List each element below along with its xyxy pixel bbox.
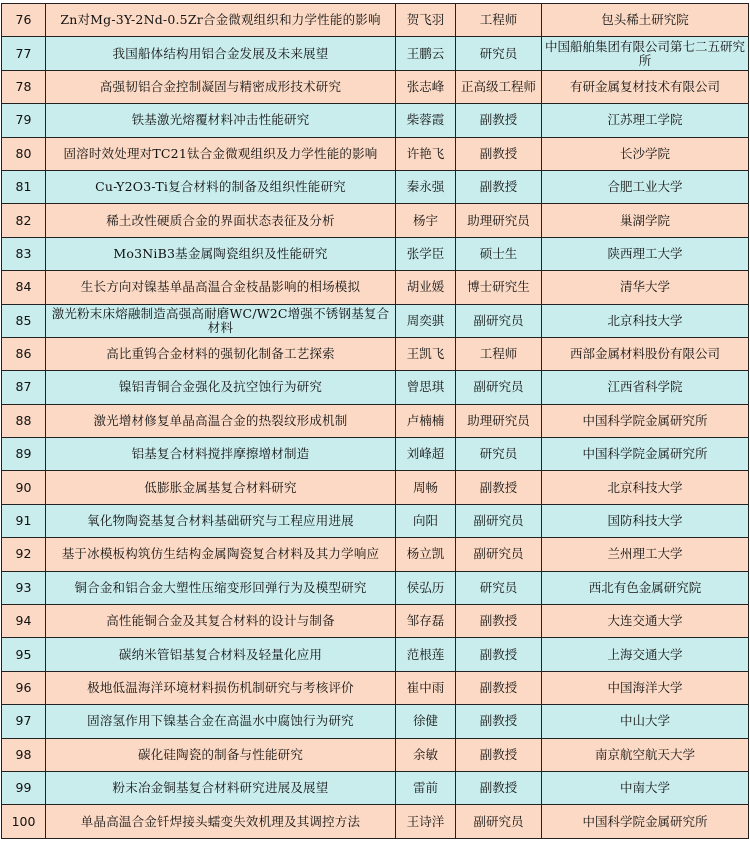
row-number: 87 <box>2 371 46 404</box>
table-row <box>2 70 749 103</box>
table-row <box>2 471 749 504</box>
row-number: 93 <box>2 571 46 604</box>
speaker-name: 王诗洋 <box>396 805 456 838</box>
speaker-organization: 南京航空航天大学 <box>542 738 749 771</box>
speaker-organization: 江苏理工学院 <box>542 104 749 137</box>
speaker-name: 杨宇 <box>396 204 456 237</box>
row-number: 92 <box>2 538 46 571</box>
table-row <box>2 37 749 70</box>
report-title: 基于冰模板构筑仿生结构金属陶瓷复合材料及其力学响应 <box>46 538 396 571</box>
report-title: 铝基复合材料搅拌摩擦增材制造 <box>46 438 396 471</box>
speaker-organization: 兰州理工大学 <box>542 538 749 571</box>
speaker-name: 周奕骐 <box>396 304 456 337</box>
speaker-position: 工程师 <box>456 337 542 370</box>
speaker-name: 余敏 <box>396 738 456 771</box>
speaker-organization: 中国科学院金属研究所 <box>542 404 749 437</box>
report-title: Cu-Y2O3-Ti复合材料的制备及组织性能研究 <box>46 170 396 203</box>
table-row <box>2 304 749 337</box>
row-number: 82 <box>2 204 46 237</box>
row-number: 84 <box>2 271 46 304</box>
speaker-name: 曾思琪 <box>396 371 456 404</box>
speaker-name: 卢楠楠 <box>396 404 456 437</box>
table-row <box>2 638 749 671</box>
speaker-organization: 中国科学院金属研究所 <box>542 805 749 838</box>
table-row <box>2 504 749 537</box>
speaker-organization: 巢湖学院 <box>542 204 749 237</box>
speaker-position: 副研究员 <box>456 304 542 337</box>
table-row <box>2 805 749 838</box>
speaker-position: 副教授 <box>456 471 542 504</box>
speaker-organization: 中国科学院金属研究所 <box>542 438 749 471</box>
speaker-position: 正高级工程师 <box>456 70 542 103</box>
report-title: 生长方向对镍基单晶高温合金枝晶影响的相场模拟 <box>46 271 396 304</box>
speaker-name: 贺飞羽 <box>396 4 456 37</box>
speaker-organization: 中山大学 <box>542 705 749 738</box>
speaker-organization: 大连交通大学 <box>542 605 749 638</box>
report-title: 稀土改性硬质合金的界面状态表征及分析 <box>46 204 396 237</box>
report-title: 高强韧铝合金控制凝固与精密成形技术研究 <box>46 70 396 103</box>
table-row <box>2 538 749 571</box>
row-number: 94 <box>2 605 46 638</box>
speaker-organization: 合肥工业大学 <box>542 170 749 203</box>
speaker-position: 助理研究员 <box>456 404 542 437</box>
speaker-position: 助理研究员 <box>456 204 542 237</box>
speaker-organization: 江西省科学院 <box>542 371 749 404</box>
speaker-name: 向阳 <box>396 504 456 537</box>
report-table <box>1 3 749 839</box>
speaker-position: 副研究员 <box>456 805 542 838</box>
speaker-name: 张学臣 <box>396 237 456 270</box>
report-title: 铜合金和铝合金大塑性压缩变形回弹行为及模型研究 <box>46 571 396 604</box>
table-row <box>2 671 749 704</box>
speaker-position: 副教授 <box>456 705 542 738</box>
speaker-name: 许艳飞 <box>396 137 456 170</box>
report-title: Zn对Mg-3Y-2Nd-0.5Zr合金微观组织和力学性能的影响 <box>46 4 396 37</box>
speaker-position: 副教授 <box>456 771 542 804</box>
speaker-position: 副研究员 <box>456 371 542 404</box>
row-number: 89 <box>2 438 46 471</box>
speaker-organization: 清华大学 <box>542 271 749 304</box>
speaker-position: 副教授 <box>456 638 542 671</box>
table-row <box>2 771 749 804</box>
speaker-name: 邹存磊 <box>396 605 456 638</box>
speaker-position: 硕士生 <box>456 237 542 270</box>
speaker-name: 杨立凯 <box>396 538 456 571</box>
speaker-name: 侯弘历 <box>396 571 456 604</box>
table-row <box>2 571 749 604</box>
row-number: 81 <box>2 170 46 203</box>
speaker-organization: 陕西理工大学 <box>542 237 749 270</box>
report-title: 激光粉末床熔融制造高强高耐磨WC/W2C增强不锈钢基复合材料 <box>46 304 396 337</box>
report-title: 镍铝青铜合金强化及抗空蚀行为研究 <box>46 371 396 404</box>
speaker-organization: 中国海洋大学 <box>542 671 749 704</box>
report-title: 氧化物陶瓷基复合材料基础研究与工程应用进展 <box>46 504 396 537</box>
report-title: 低膨胀金属基复合材料研究 <box>46 471 396 504</box>
table-row <box>2 605 749 638</box>
speaker-organization: 西部金属材料股份有限公司 <box>542 337 749 370</box>
speaker-position: 研究员 <box>456 37 542 70</box>
row-number: 78 <box>2 70 46 103</box>
report-title: 碳纳米管铝基复合材料及轻量化应用 <box>46 638 396 671</box>
row-number: 98 <box>2 738 46 771</box>
row-number: 77 <box>2 37 46 70</box>
speaker-organization: 北京科技大学 <box>542 471 749 504</box>
speaker-organization: 长沙学院 <box>542 137 749 170</box>
speaker-name: 周畅 <box>396 471 456 504</box>
table-row <box>2 337 749 370</box>
speaker-organization: 有研金属复材技术有限公司 <box>542 70 749 103</box>
row-number: 76 <box>2 4 46 37</box>
row-number: 91 <box>2 504 46 537</box>
speaker-position: 副研究员 <box>456 538 542 571</box>
report-title: 铁基激光熔覆材料冲击性能研究 <box>46 104 396 137</box>
table-row <box>2 271 749 304</box>
speaker-organization: 中国船舶集团有限公司第七二五研究所 <box>542 37 749 70</box>
speaker-position: 副教授 <box>456 104 542 137</box>
speaker-name: 徐健 <box>396 705 456 738</box>
speaker-name: 雷前 <box>396 771 456 804</box>
table-row <box>2 438 749 471</box>
row-number: 85 <box>2 304 46 337</box>
row-number: 83 <box>2 237 46 270</box>
speaker-organization: 中南大学 <box>542 771 749 804</box>
speaker-organization: 北京科技大学 <box>542 304 749 337</box>
speaker-position: 博士研究生 <box>456 271 542 304</box>
row-number: 88 <box>2 404 46 437</box>
row-number: 100 <box>2 805 46 838</box>
row-number: 86 <box>2 337 46 370</box>
speaker-position: 研究员 <box>456 571 542 604</box>
speaker-name: 柴蓉霞 <box>396 104 456 137</box>
speaker-name: 张志峰 <box>396 70 456 103</box>
speaker-organization: 西北有色金属研究院 <box>542 571 749 604</box>
row-number: 90 <box>2 471 46 504</box>
report-title: 高比重钨合金材料的强韧化制备工艺探索 <box>46 337 396 370</box>
table-row <box>2 371 749 404</box>
report-title: 激光增材修复单晶高温合金的热裂纹形成机制 <box>46 404 396 437</box>
table-row <box>2 404 749 437</box>
speaker-position: 工程师 <box>456 4 542 37</box>
speaker-position: 副教授 <box>456 605 542 638</box>
row-number: 97 <box>2 705 46 738</box>
row-number: 99 <box>2 771 46 804</box>
report-title: 极地低温海洋环境材料损伤机制研究与考核评价 <box>46 671 396 704</box>
report-title: 固溶氢作用下镍基合金在高温水中腐蚀行为研究 <box>46 705 396 738</box>
speaker-organization: 包头稀土研究院 <box>542 4 749 37</box>
table-row <box>2 104 749 137</box>
speaker-position: 副教授 <box>456 170 542 203</box>
report-table-body <box>2 4 749 839</box>
table-row <box>2 705 749 738</box>
report-title: 碳化硅陶瓷的制备与性能研究 <box>46 738 396 771</box>
report-title: 单晶高温合金钎焊接头蠕变失效机理及其调控方法 <box>46 805 396 838</box>
speaker-name: 王凯飞 <box>396 337 456 370</box>
speaker-name: 秦永强 <box>396 170 456 203</box>
table-row <box>2 738 749 771</box>
speaker-position: 研究员 <box>456 438 542 471</box>
row-number: 95 <box>2 638 46 671</box>
report-title: Mo3NiB3基金属陶瓷组织及性能研究 <box>46 237 396 270</box>
report-title: 我国船体结构用铝合金发展及未来展望 <box>46 37 396 70</box>
row-number: 80 <box>2 137 46 170</box>
table-row <box>2 170 749 203</box>
row-number: 96 <box>2 671 46 704</box>
speaker-name: 崔中雨 <box>396 671 456 704</box>
table-row <box>2 204 749 237</box>
table-row <box>2 137 749 170</box>
speaker-position: 副教授 <box>456 738 542 771</box>
speaker-name: 王鹏云 <box>396 37 456 70</box>
speaker-name: 刘峰超 <box>396 438 456 471</box>
speaker-position: 副教授 <box>456 137 542 170</box>
report-title: 高性能铜合金及其复合材料的设计与制备 <box>46 605 396 638</box>
speaker-organization: 国防科技大学 <box>542 504 749 537</box>
speaker-organization: 上海交通大学 <box>542 638 749 671</box>
report-title: 粉末冶金铜基复合材料研究进展及展望 <box>46 771 396 804</box>
table-row <box>2 237 749 270</box>
speaker-name: 范根莲 <box>396 638 456 671</box>
report-title: 固溶时效处理对TC21钛合金微观组织及力学性能的影响 <box>46 137 396 170</box>
speaker-position: 副研究员 <box>456 504 542 537</box>
table-row <box>2 4 749 37</box>
row-number: 79 <box>2 104 46 137</box>
speaker-name: 胡业媛 <box>396 271 456 304</box>
speaker-position: 副教授 <box>456 671 542 704</box>
